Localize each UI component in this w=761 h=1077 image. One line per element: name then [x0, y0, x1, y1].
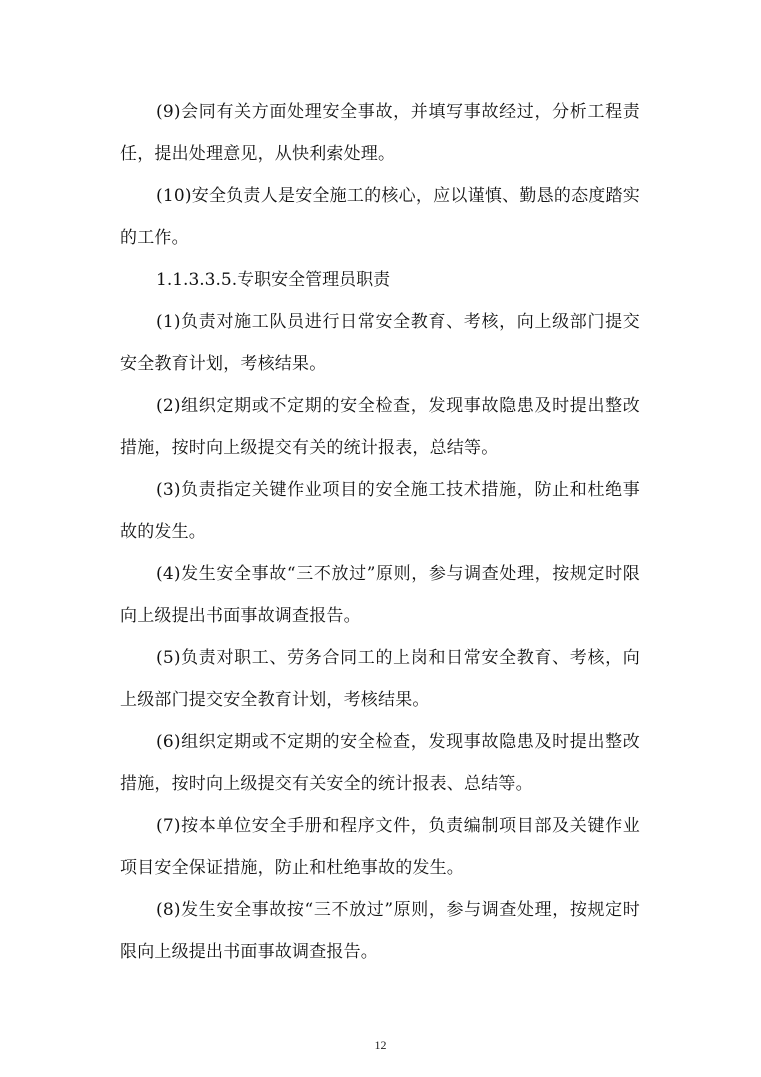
paragraph-item-2: (2)组织定期或不定期的安全检查，发现事故隐患及时提出整改措施，按时向上级提交有关的统计报表，总结等。 [120, 396, 640, 458]
paragraph-item-6: (6)组织定期或不定期的安全检查，发现事故隐患及时提出整改措施，按时向上级提交有关安全的统计报表、总结等。 [120, 732, 640, 794]
paragraph-item-8: (8)发生安全事故按“三不放过”原则，参与调查处理，按规定时限向上级提出书面事故调查报告。 [120, 900, 640, 962]
paragraph-item-7: (7)按本单位安全手册和程序文件，负责编制项目部及关键作业项目安全保证措施，防止和杜绝事故的发生。 [120, 816, 640, 878]
paragraph-item-10: (10)安全负责人是安全施工的核心，应以谨慎、勤恳的态度踏实的工作。 [120, 186, 640, 248]
paragraph-item-1: (1)负责对施工队员进行日常安全教育、考核，向上级部门提交安全教育计划，考核结果。 [120, 312, 640, 374]
paragraph-item-9: (9)会同有关方面处理安全事故，并填写事故经过，分析工程责任，提出处理意见，从快利索处理。 [120, 102, 640, 164]
paragraph-item-4: (4)发生安全事故“三不放过”原则，参与调查处理，按规定时限向上级提出书面事故调查报告。 [120, 564, 640, 626]
page-number: 12 [374, 1038, 387, 1052]
paragraph-item-3: (3)负责指定关键作业项目的安全施工技术措施，防止和杜绝事故的发生。 [120, 480, 640, 542]
section-heading: 1.1.3.3.5.专职安全管理员职责 [156, 270, 391, 290]
paragraph-item-5: (5)负责对职工、劳务合同工的上岗和日常安全教育、考核，向上级部门提交安全教育计划，考核结果。 [120, 648, 640, 710]
